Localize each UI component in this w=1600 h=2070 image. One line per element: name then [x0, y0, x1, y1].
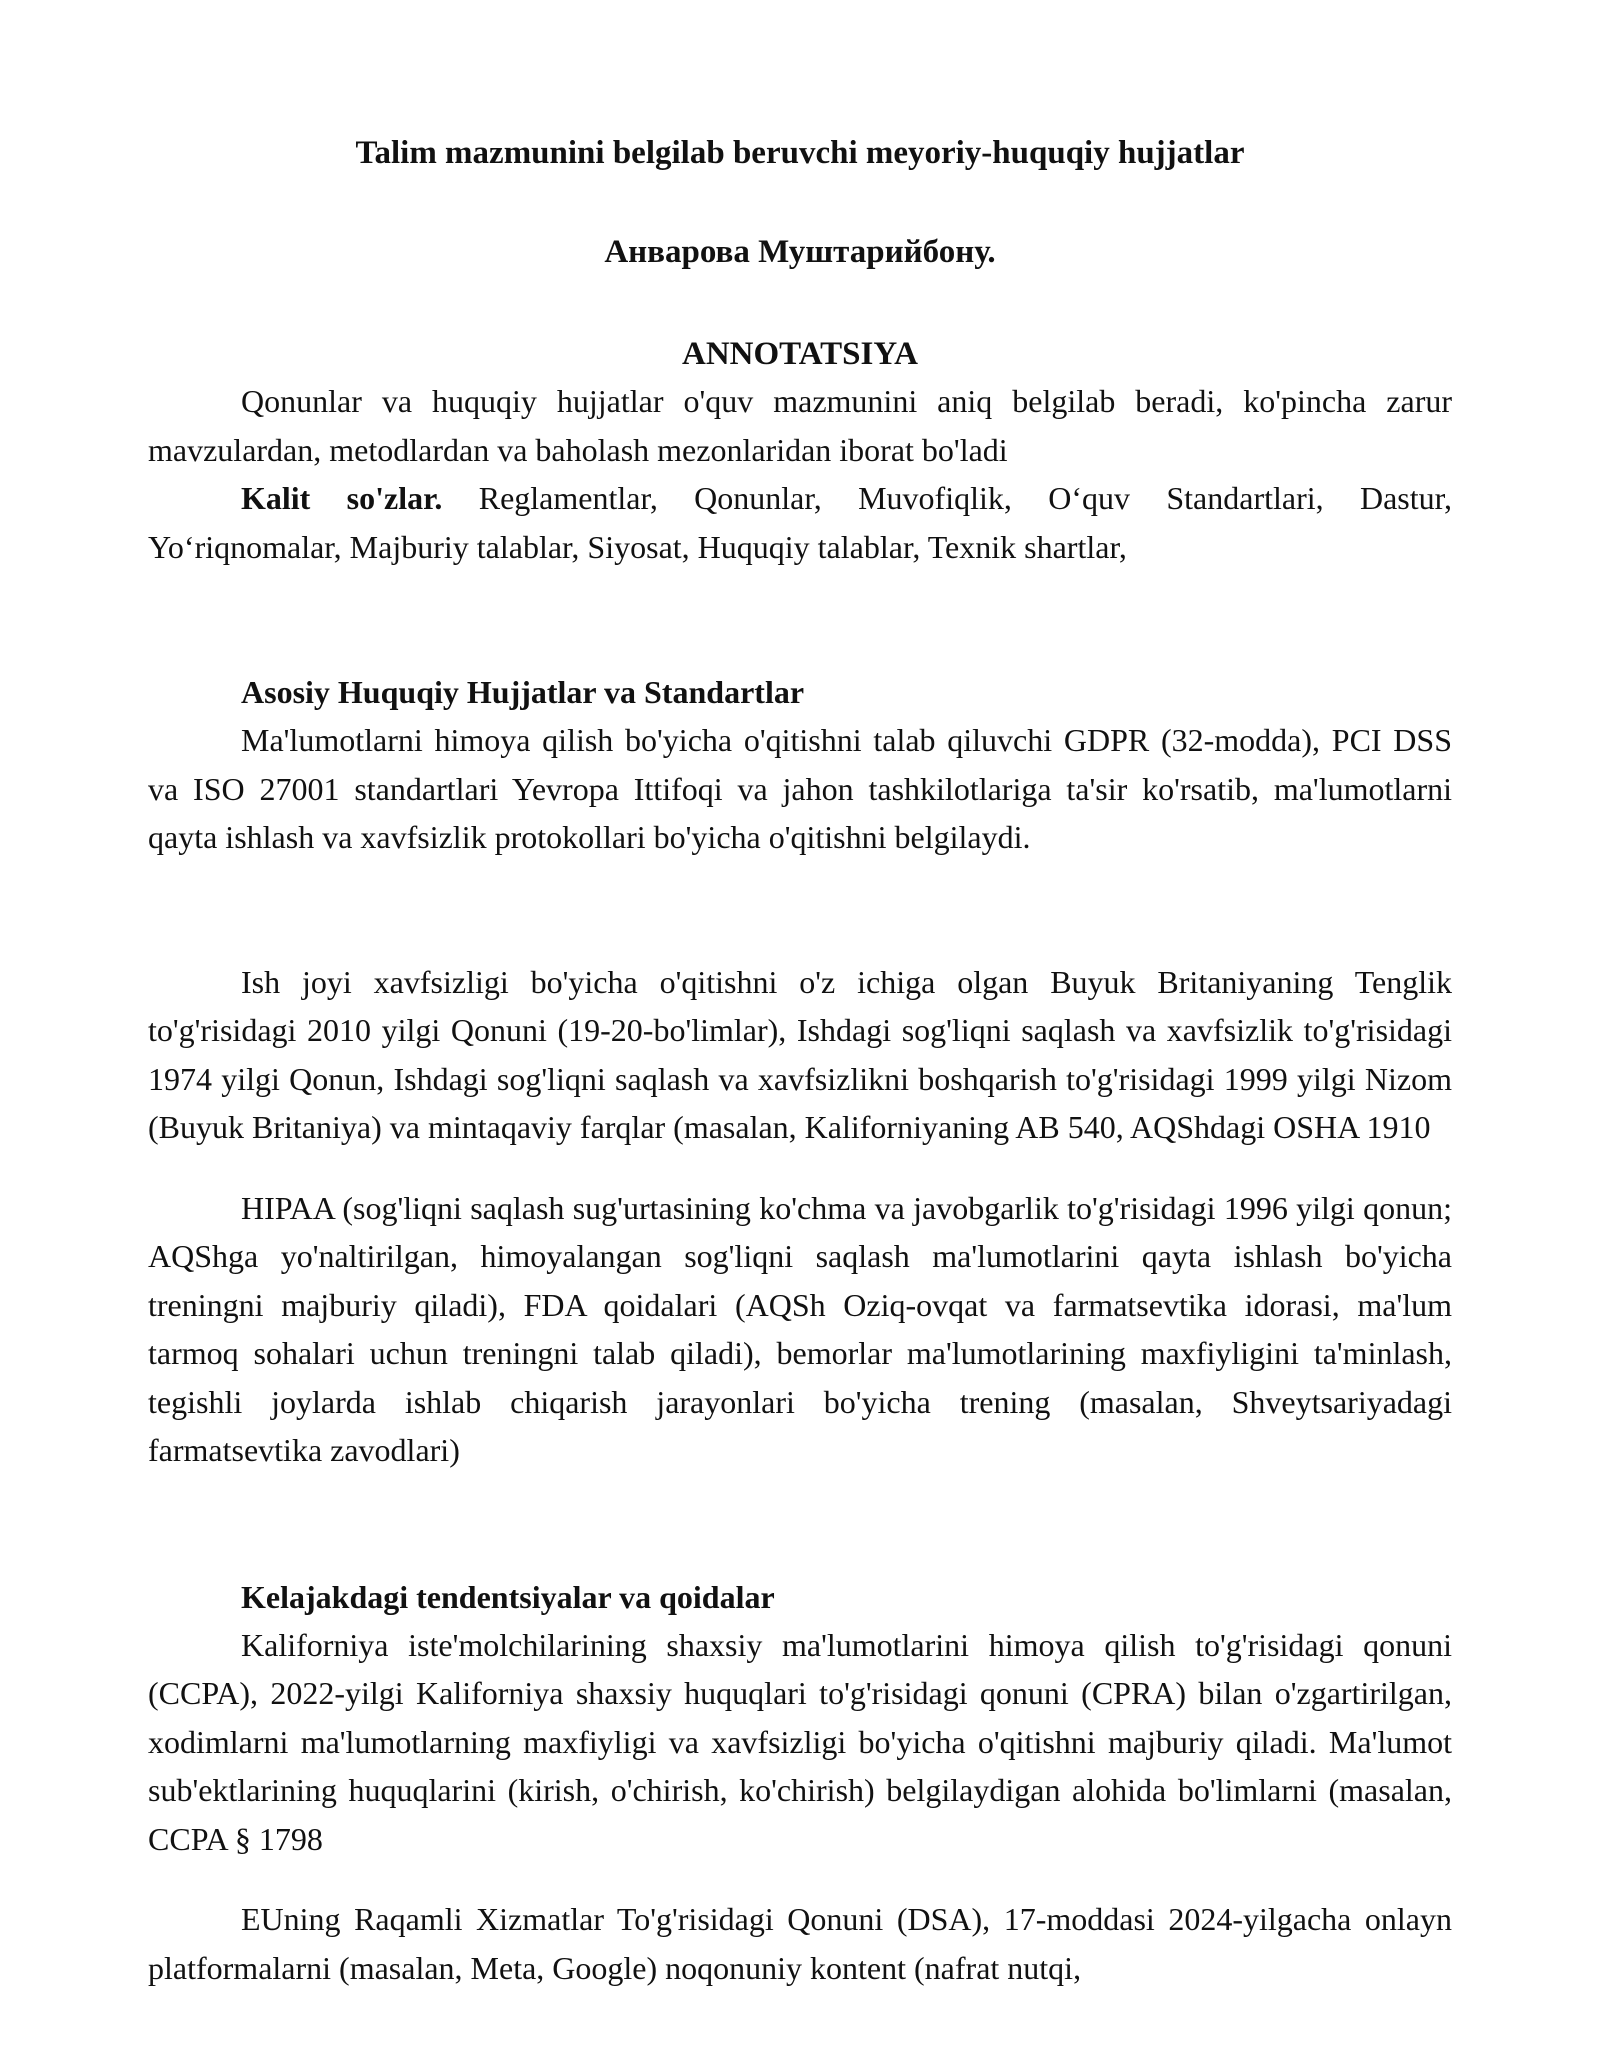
- keywords-paragraph: [148, 474, 1452, 571]
- spacer: [148, 1863, 1452, 1895]
- spacer: [148, 1152, 1452, 1184]
- spacer: [148, 862, 1452, 958]
- paragraph: Ish joyi xavfsizligi bo'yicha o'qitishni o'z ichiga olgan Buyuk Britaniyaning Tenglik to'g'risidagi 2010 yilgi Qonuni (19-20-bo'limlar), Ishdagi sog'liqni saqlash va xavfsizlik to'g'risidagi 1974 yilgi Qonun, Ishdagi sog'liqni saqlash va xavfsizlikni boshqarish to'g'risidagi 1999 yilgi Nizom (Buyuk Britaniya) va mintaqaviy farqlar (masalan, Kaliforniyaning AB 540, AQShdagi OSHA 1910: [148, 963, 1452, 1145]
- paragraph: Ma'lumotlarni himoya qilish bo'yicha o'qitishni talab qiluvchi GDPR (32-modda), PCI DSS va ISO 27001 standartlari Yevropa Ittifoqi va jahon tashkilotlariga ta'sir ko'rsatib, ma'lumotlarni qayta ishlash va xavfsizlik protokollari bo'yicha o'qitishni belgilaydi.: [148, 722, 1452, 855]
- spacer: [148, 1475, 1452, 1573]
- paragraph: HIPAA (sog'liqni saqlash sug'urtasining ko'chma va javobgarlik to'g'risidagi 1996 yilgi qonun; AQShga yo'naltirilgan, himoyalangan sog'liqni saqlash ma'lumotlarini qayta ishlash bo'yicha treningni majburiy qiladi), FDA qoidalari (AQSh Oziq-ovqat va farmatsevtika idorasi, ma'lum tarmoq sohalari uchun treningni talab qiladi), bemorlar ma'lumotlarining maxfiyligini ta'minlash, tegishli joylarda ishlab chiqarish jarayonlari bo'yicha trening (masalan, Shveytsariyadagi farmatsevtika zavodlari): [148, 1189, 1452, 1468]
- spacer: [148, 571, 1452, 668]
- section-heading: Kelajakdagi tendentsiyalar va qoidalar: [241, 1578, 775, 1615]
- document-body: [148, 130, 1452, 1992]
- paragraph: Kaliforniya iste'molchilarining shaxsiy ma'lumotlarini himoya qilish to'g'risidagi qonuni (CCPA), 2022-yilgi Kaliforniya shaxsiy huquqlari to'g'risidagi qonuni (CPRA) bilan o'zgartirilgan, xodimlarni ma'lumotlarning maxfiyligi va xavfsizligi bo'yicha o'qitishni majburiy qiladi. Ma'lumot sub'ektlarining huquqlarini (kirish, o'chirish, ko'chirish) belgilaydigan alohida bo'limlarni (masalan, CCPA § 1798: [148, 1626, 1452, 1857]
- annotation-text: Qonunlar va huquqiy hujjatlar o'quv mazmunini aniq belgilab beradi, ko'pincha zarur mavzulardan, metodlardan va baholash mezonlaridan iborat bo'ladi: [148, 383, 1452, 468]
- section-heading: Asosiy Huquqiy Hujjatlar va Standartlar: [241, 674, 805, 710]
- document-title: Talim mazmunini belgilab beruvchi meyoriy-huquqiy hujjatlar: [355, 135, 1245, 171]
- keywords-text: Reglamentlar, Qonunlar, Muvofiqlik, O‘quv Standartlari, Dastur, Yo‘riqnomalar, Majburiy talablar, Siyosat, Huquqiy talablar, Texnik shartlar,: [148, 480, 1453, 565]
- annotation-heading: ANNOTATSIYA: [682, 336, 918, 372]
- keywords-label: Kalit so'zlar.: [241, 480, 443, 516]
- paragraph: EUning Raqamli Xizmatlar To'g'risidagi Qonuni (DSA), 17-moddasi 2024-yilgacha onlayn platformalarni (masalan, Meta, Google) noqonuniy kontent (nafrat nutqi,: [148, 1901, 1452, 1986]
- author-name: Анварова Муштарийбону.: [604, 234, 996, 270]
